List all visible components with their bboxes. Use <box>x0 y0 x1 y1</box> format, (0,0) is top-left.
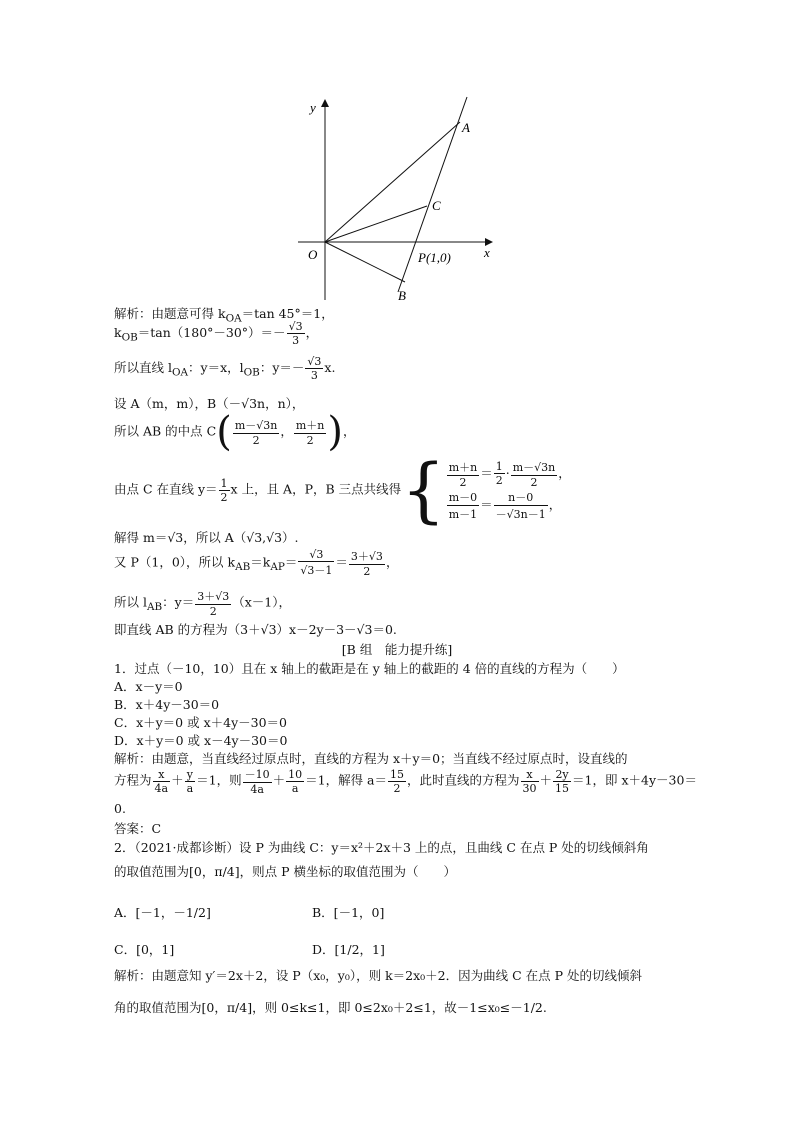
q1-option-a: A．x－y＝0 <box>114 679 183 694</box>
sol-line-6: 由点 C 在直线 y＝ $\frac{1}{2}$ x 上，且 A，P，B 三点共线得{ $\frac{m+n}{2}$ ＝ $\frac{1}{2}$ · $\frac{m-√3n}{2}$ ， $\frac{m-0}{m-1}$ ＝ $\frac{n-0}{-√3n-1}$ ， <box>114 449 571 531</box>
q2-solution-2: 角的取值范围为[0，π/4]，则 0≤k≤1，即 0≤2x₀＋2≤1，故－1≤x₀≤－1/2. <box>114 1000 547 1015</box>
label-y: y <box>310 100 316 115</box>
line-ob <box>325 242 405 282</box>
label-p: P(1,0) <box>418 250 451 265</box>
q1-stem: 1．过点（－10，10）且在 x 轴上的截距是在 y 轴上的截距的 4 倍的直线的方程为（ ） <box>114 661 625 676</box>
q2-stem-1: 2．（2021·成都诊断）设 P 为曲线 C：y＝x²＋2x＋3 上的点，且曲线 C 在点 P 处的切线倾斜角 <box>114 840 649 855</box>
label-o: O <box>308 247 318 262</box>
sol-line-2: $k_{OB}=\tan(180^\circ-30^\circ)=-$ $\frac{√3}{3}$ ， <box>114 320 319 347</box>
label-a: A <box>462 120 470 135</box>
sol-line-8: 又 P（1，0），所以 $k_{AB}=k_{AP}=$ $\frac{√3}{√3-1}$ ＝ $\frac{3+√3}{2}$ ， <box>114 548 399 578</box>
sol-line-5: 所以 AB 的中点 C( $\frac{m-√3n}{2}$ ， $\frac{m+n}{2}$ )， <box>114 409 356 455</box>
q1-option-d: D．x＋y＝0 或 x－4y－30＝0 <box>114 733 288 748</box>
q1-solution-3: 0. <box>114 801 126 816</box>
section-title: [B 组 能力提升练] <box>341 642 453 657</box>
sol-line-9: 所以 $l_{AB}$：y＝ $\frac{3+√3}{2}$ （x－1）， <box>114 590 291 618</box>
sol-line-3: 所以直线 $l_{OA}$：y＝x，$l_{OB}$：y＝－ $\frac{√3}{3}$ x. <box>114 355 336 382</box>
q1-solution-1: 解析：由题意，当直线经过原点时，直线的方程为 x＋y＝0；当直线不经过原点时，设直线的 <box>114 751 628 766</box>
label-b: B <box>398 288 406 303</box>
line-oa <box>325 122 460 242</box>
label-x: x <box>484 245 490 260</box>
sol-line-10: 即直线 AB 的方程为（3＋√3）x－2y－3－√3＝0. <box>114 622 397 637</box>
sol-line-7: 解得 m＝√3，所以 A（√3,√3）. <box>114 530 299 545</box>
q1-answer: 答案：C <box>114 821 162 836</box>
line-oc <box>325 206 427 242</box>
sol-line-4: 设 A（m，m），B（－√3n，n）， <box>114 396 305 411</box>
q2-solution-1: 解析：由题意知 y′＝2x＋2，设 P（x₀，y₀），则 k＝2x₀＋2．因为曲线 C 在点 P 处的切线倾斜 <box>114 968 642 983</box>
q2-option-a: A．[－1，－1/2] <box>114 905 211 920</box>
sol-line-1: 解析：由题意可得 $k_{OA}=\tan$ 45°＝1， <box>114 306 334 325</box>
q2-option-d: D．[1/2，1] <box>312 942 385 957</box>
coordinate-figure <box>290 92 510 307</box>
q2-stem-2: 的取值范围为[0，π/4]，则点 P 横坐标的取值范围为（ ） <box>114 864 456 879</box>
q2-option-b: B．[－1，0] <box>312 905 385 920</box>
q1-option-c: C．x＋y＝0 或 x＋4y－30＝0 <box>114 715 287 730</box>
q1-solution-2: 方程为 $\frac{x}{4a}$ ＋ $\frac{y}{a}$ ＝1，则 $\frac{-10}{4a}$ ＋ $\frac{10}{a}$ ＝1，解得 a＝ $\frac{15}{2}$ ，此时直线的方程为 $\frac{x}{30}$ ＋ $\frac{2y}{15}$ ＝1，即 x＋4y－30＝ <box>114 767 697 796</box>
q2-option-c: C．[0，1] <box>114 942 175 957</box>
label-c: C <box>432 198 441 213</box>
q1-option-b: B．x＋4y－30＝0 <box>114 697 220 712</box>
